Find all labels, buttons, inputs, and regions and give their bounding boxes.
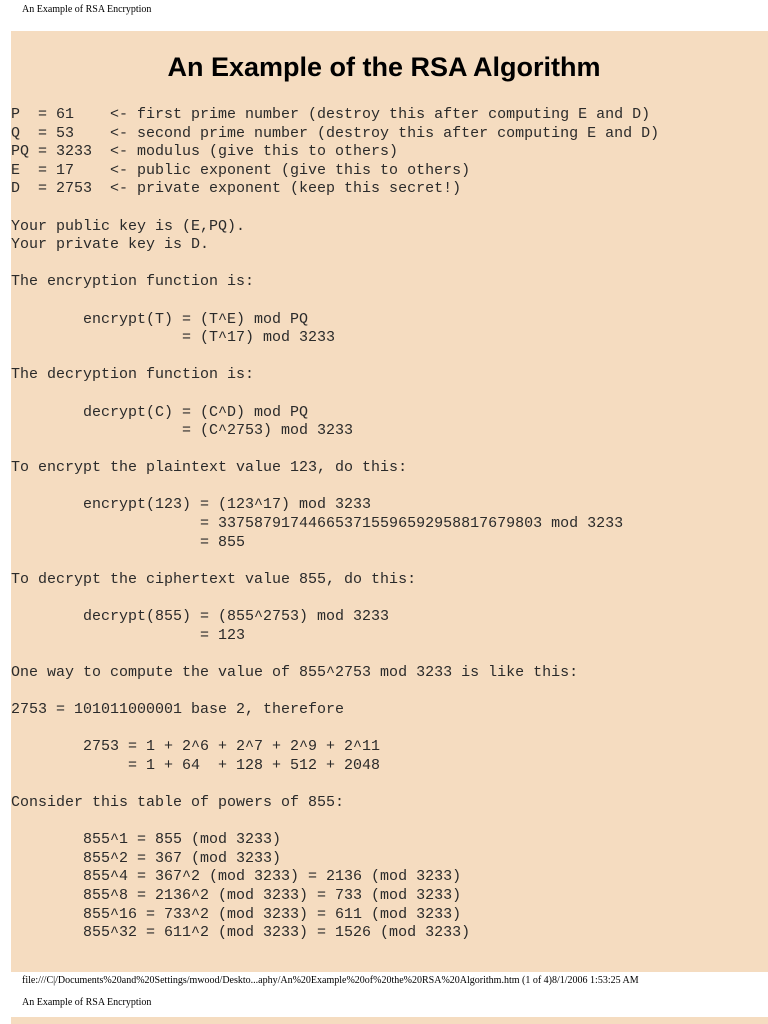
- code-line: decrypt(C) = (C^D) mod PQ: [11, 403, 309, 421]
- code-line: 2753 = 101011000001 base 2, therefore: [11, 701, 345, 718]
- code-line: 855^32 = 611^2 (mod 3233) = 1526 (mod 3233): [11, 924, 471, 942]
- code-line: = 337587917446653715596592958817679803 mod 3233: [11, 515, 624, 533]
- code-line: 855^1 = 855 (mod 3233): [11, 831, 282, 849]
- code-line: [11, 385, 659, 404]
- code-line: Your private key is D.: [11, 236, 210, 254]
- code-line: PQ = 3233 <- modulus (give this to others): [11, 143, 399, 161]
- code-line: To encrypt the plaintext value 123, do this:: [11, 459, 408, 477]
- code-line: [11, 255, 659, 274]
- code-line: 855^4 = 367^2 (mod 3233) = 2136 (mod 3233): [11, 868, 462, 886]
- code-line: To decrypt the ciphertext value 855, do this:: [11, 570, 417, 588]
- code-line: Q = 53 <- second prime number (destroy this after computing E and D): [11, 124, 660, 142]
- code-line: D = 2753 <- private exponent (keep this secret!): [11, 180, 462, 198]
- code-line: P = 61 <- first prime number (destroy this after computing E and D): [11, 106, 651, 123]
- code-line: 855^8 = 2136^2 (mod 3233) = 733 (mod 3233): [11, 886, 462, 904]
- print-header-next-page: An Example of RSA Encryption: [22, 997, 152, 1008]
- code-line: [11, 552, 659, 571]
- code-body: [11, 106, 659, 943]
- code-line: = (T^17) mod 3233: [11, 329, 336, 347]
- code-line: The decryption function is:: [11, 366, 255, 384]
- code-line: = 1 + 64 + 128 + 512 + 2048: [11, 756, 381, 774]
- code-line: Consider this table of powers of 855:: [11, 793, 345, 811]
- code-line: [11, 292, 659, 311]
- code-line: [11, 478, 659, 497]
- next-page-panel: [11, 1017, 768, 1024]
- code-line: [11, 199, 659, 218]
- code-line: [11, 813, 659, 832]
- code-line: encrypt(T) = (T^E) mod PQ: [11, 310, 309, 328]
- code-line: [11, 720, 659, 739]
- code-line: 2753 = 1 + 2^6 + 2^7 + 2^9 + 2^11: [11, 738, 381, 756]
- code-line: decrypt(855) = (855^2753) mod 3233: [11, 608, 390, 626]
- code-line: = 855: [11, 533, 246, 551]
- code-line: 855^16 = 733^2 (mod 3233) = 611 (mod 3233): [11, 905, 462, 923]
- code-line: [11, 348, 659, 367]
- code-line: [11, 441, 659, 460]
- code-line: 855^2 = 367 (mod 3233): [11, 849, 282, 867]
- code-line: E = 17 <- public exponent (give this to others): [11, 161, 471, 179]
- code-line: = 123: [11, 626, 246, 644]
- code-line: [11, 589, 659, 608]
- page-title: An Example of the RSA Algorithm: [167, 52, 601, 82]
- code-line: Your public key is (E,PQ).: [11, 217, 246, 235]
- code-line: [11, 775, 659, 794]
- print-header: An Example of RSA Encryption: [22, 4, 152, 15]
- print-footer: file:///C|/Documents%20and%20Settings/mwood/Deskto...aphy/An%20Example%20of%20the%20RSA%20Algorithm.htm (1 of 4)8/1/2006 1:53:25 AM: [22, 975, 639, 986]
- code-line: [11, 645, 659, 664]
- code-line: The encryption function is:: [11, 273, 255, 291]
- code-line: = (C^2753) mod 3233: [11, 422, 354, 440]
- code-line: encrypt(123) = (123^17) mod 3233: [11, 496, 372, 514]
- code-line: One way to compute the value of 855^2753 mod 3233 is like this:: [11, 663, 579, 681]
- code-line: [11, 682, 659, 701]
